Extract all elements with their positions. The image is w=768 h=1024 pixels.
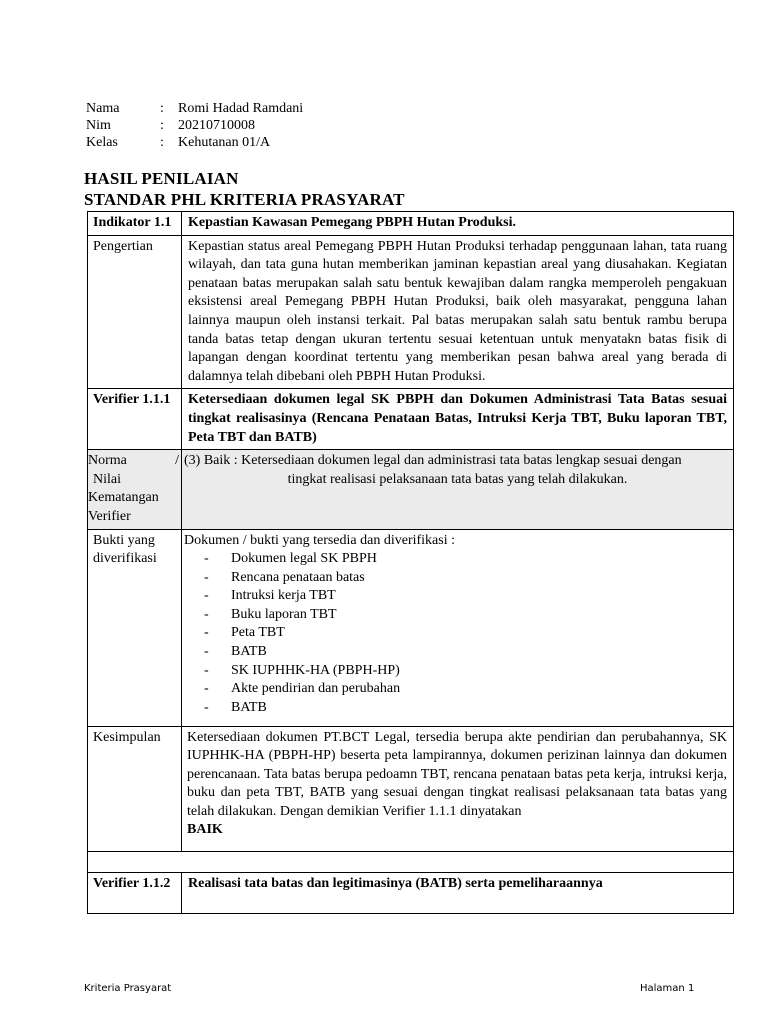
bukti-list-item [204, 643, 727, 662]
bukti-item-text: BATB [231, 699, 267, 715]
identity-block [86, 100, 303, 151]
pengertian-row [88, 235, 734, 389]
nim-value: 20210710008 [178, 118, 255, 133]
nim-label: Nim [86, 118, 111, 133]
footer-left: Kriteria Prasyarat [84, 983, 172, 994]
pengertian-label: Pengertian [88, 235, 182, 389]
bukti-list-item [204, 606, 727, 625]
verifier-1-value: Ketersediaan dokumen legal SK PBPH dan Dokumen Administrasi Tata Batas sesuai tingkat realisasinya (Rencana Penataan Batas, Intruksi Kerja TBT, Buku laporan TBT, Peta TBT dan BATB) [182, 389, 734, 450]
dash-marker: - [204, 662, 209, 678]
dash-marker: - [204, 625, 209, 641]
bukti-item-text: Rencana penataan batas [231, 569, 365, 585]
kesimpulan-value [182, 726, 734, 851]
kematangan-label: Kematangan [88, 490, 159, 506]
norma-value-line-2: tingkat realisasi pelaksanaan tata batas yang telah dilakukan. [287, 471, 628, 487]
bukti-item-text: Dokumen legal SK PBPH [231, 551, 377, 567]
verifier-2-value: Realisasi tata batas dan legitimasinya (BATB) serta pemeliharaannya [182, 872, 734, 913]
norma-row [88, 450, 734, 529]
kesimpulan-result: BAIK [187, 822, 223, 838]
dash-marker: - [204, 551, 209, 567]
norma-label [88, 450, 182, 529]
bukti-label [88, 529, 182, 726]
assessment-table [87, 211, 734, 914]
verifier-1-label: Verifier 1.1.1 [88, 389, 182, 450]
kelas-value: Kehutanan 01/A [178, 135, 271, 150]
document-subtitle: STANDAR PHL KRITERIA PRASYARAT [84, 190, 405, 209]
kesimpulan-text: Ketersediaan dokumen PT.BCT Legal, tersedia berupa akte pendirian dan perubahannya, SK IUPHHK-HA (PBPH-HP) beserta peta lampirannya, dokumen perizinan lainnya dan dokumen perencanaan. Tata batas berupa pedoamn TBT, rencana penataan batas peta kerja, intruksi kerja, buku dan peta TBT, BATB yang sesuai dengan tingkat realisasi pelaksanaan tata batas yang telah dilakukan. Dengan demikian Verifier 1.1.1 dinyatakan [187, 729, 727, 819]
bukti-item-text: Intruksi kerja TBT [231, 588, 336, 604]
indikator-value: Kepastian Kawasan Pemegang PBPH Hutan Produksi. [182, 212, 734, 236]
nilai-label: Nilai [93, 471, 121, 487]
bukti-label-line-2: diverifikasi [93, 551, 157, 567]
bukti-item-text: BATB [231, 644, 267, 660]
norma-value-line-1: (3) Baik : Ketersediaan dokumen legal dan administrasi tata batas lengkap sesuai dengan [184, 453, 682, 469]
verifier-2-row [88, 872, 734, 913]
bukti-item-text: SK IUPHHK-HA (PBPH-HP) [231, 662, 400, 678]
norma-label-text: Norma [88, 453, 127, 469]
bukti-item-text: Peta TBT [231, 625, 285, 641]
indikator-row [88, 212, 734, 236]
bukti-intro: Dokumen / bukti yang tersedia dan diverifikasi : [184, 532, 455, 548]
norma-label-line [88, 452, 181, 471]
dash-marker: - [204, 606, 209, 622]
pengertian-value: Kepastian status areal Pemegang PBPH Hutan Produksi terhadap penggunaan lahan, tata ruang wilayah, dan tata guna hutan memberikan jaminan kepastian areal yang diusahakan. Kegiatan penataan batas merupakan salah satu bentuk kewajiban dalam rangka memperoleh pengakuan eksistensi areal Pemegang PBPH Hutan Produksi, baik oleh masyarakat, pengguna lahan lainnya maupun oleh instansi terkait. Pal batas merupakan salah satu bentuk rambu berupa tanda batas tetap dengan ukuran tertentu sesuai ketentuan untuk menyatakn batas fisik di lapangan dengan koordinat tertentu yang memberikan pesan bahwa areal yang berada di dalamnya telah dibebani oleh PBPH Hutan Produksi. [182, 235, 734, 389]
verifier-label: Verifier [88, 508, 131, 524]
norma-value [182, 450, 734, 529]
verifier-2-label: Verifier 1.1.2 [88, 872, 182, 913]
bukti-list-item [204, 569, 727, 588]
verifier-1-row [88, 389, 734, 450]
kelas-colon: : [160, 135, 164, 150]
dash-marker: - [204, 644, 209, 660]
bukti-row [88, 529, 734, 726]
bukti-item-text: Akte pendirian dan perubahan [231, 681, 401, 697]
nim-colon: : [160, 118, 164, 133]
kesimpulan-row [88, 726, 734, 851]
kesimpulan-label: Kesimpulan [88, 726, 182, 851]
indikator-label: Indikator 1.1 [88, 212, 182, 236]
kelas-row [86, 134, 303, 151]
bukti-list-item [204, 662, 727, 681]
kelas-label: Kelas [86, 135, 118, 150]
norma-label-slash: / [175, 453, 179, 469]
nama-label: Nama [86, 101, 120, 116]
nama-value: Romi Hadad Ramdani [178, 101, 304, 116]
bukti-list-item [204, 624, 727, 643]
spacer-cell [88, 851, 734, 872]
bukti-item-text: Buku laporan TBT [231, 606, 337, 622]
footer-page-number: Halaman 1 [640, 983, 695, 994]
document-title: HASIL PENILAIAN [84, 169, 239, 188]
nama-colon: : [160, 101, 164, 116]
bukti-list-item [204, 550, 727, 569]
bukti-value [182, 529, 734, 726]
bukti-list [184, 550, 727, 717]
dash-marker: - [204, 681, 209, 697]
bukti-list-item [204, 680, 727, 699]
nama-row [86, 100, 303, 117]
spacer-row [88, 851, 734, 872]
bukti-list-item [204, 587, 727, 606]
bukti-label-line-1: Bukti yang [93, 532, 155, 548]
dash-marker: - [204, 588, 209, 604]
dash-marker: - [204, 699, 209, 715]
bukti-list-item [204, 699, 727, 718]
nim-row [86, 117, 303, 134]
dash-marker: - [204, 569, 209, 585]
